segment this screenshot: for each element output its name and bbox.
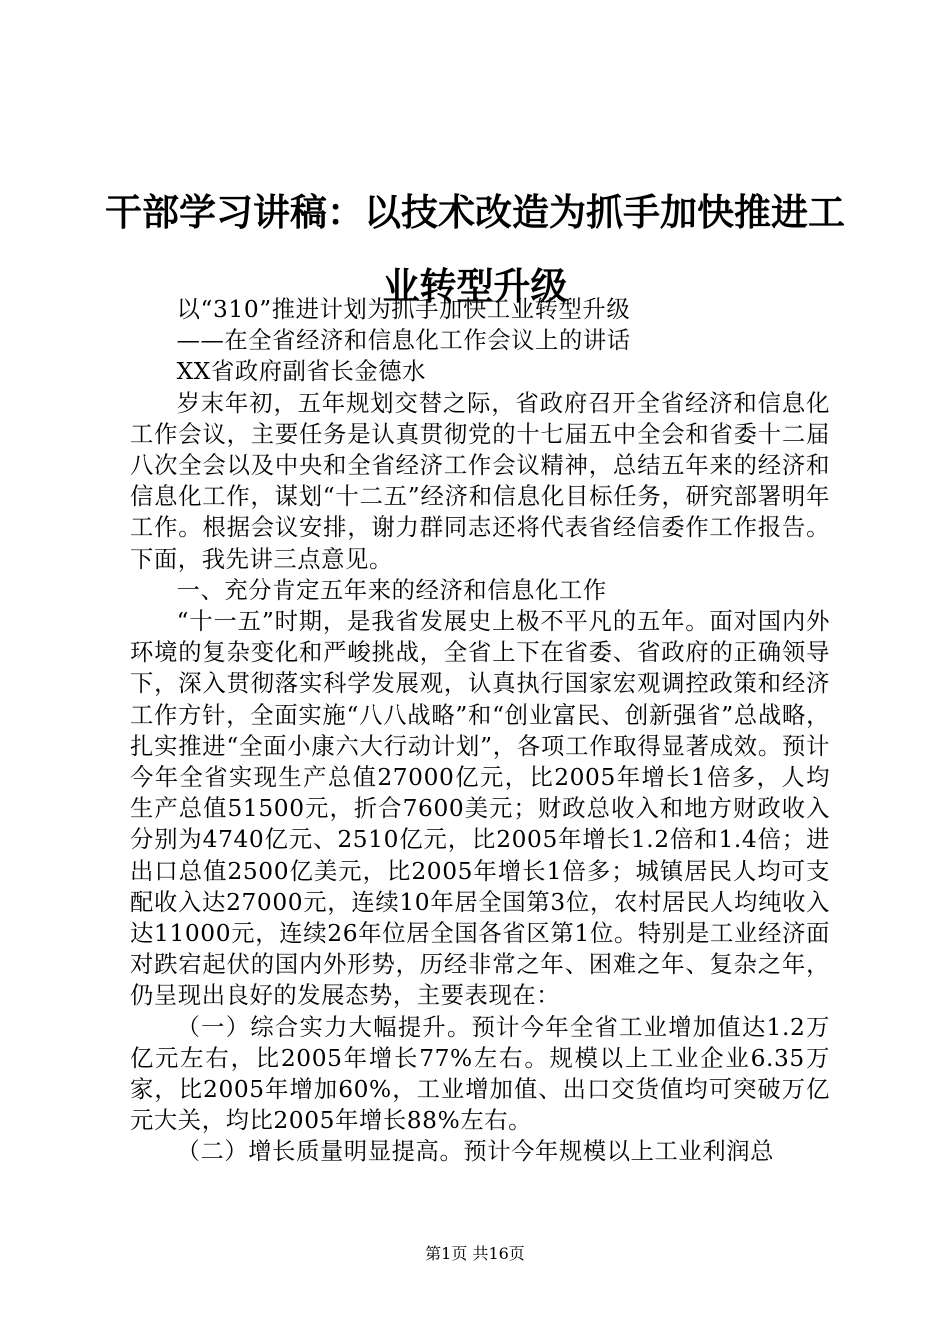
body-paragraph: （一）综合实力大幅提升。预计今年全省工业增加值达1.2万亿元左右，比2005年增长77%左右。规模以上工业企业6.35万家，比2005年增加60%，工业增加值、出口交货值均可突破万亿元大关，均比2005年增长88%左右。: [130, 1013, 830, 1135]
document-body: [130, 294, 830, 1168]
page-footer: 第1页 共16页: [425, 1244, 525, 1263]
body-paragraph: （二）增长质量明显提高。预计今年规模以上工业利润总: [176, 1138, 775, 1166]
speaker-line: XX省政府副省长金德水: [176, 358, 427, 386]
body-paragraph: “十一五”时期，是我省发展史上极不平凡的五年。面对国内外环境的复杂变化和严峻挑战，全省上下在省委、省政府的正确领导下，深入贯彻落实科学发展观，认真执行国家宏观调控政策和经济工作方针，全面实施“八八战略”和“创业富民、创新强省”总战略，扎实推进“全面小康六大行动计划”，各项工作取得显著成效。预计今年全省实现生产总值27000亿元，比2005年增长1倍多，人均生产总值51500元，折合7600美元；财政总收入和地方财政收入分别为4740亿元、2510亿元，比2005年增长1.2倍和1.4倍；进出口总值2500亿美元，比2005年增长1倍多；城镇居民人均可支配收入达27000元，连续10年居全国第3位，农村居民人均纯收入达11000元，连续26年位居全国各省区第1位。特别是工业经济面对跌宕起伏的国内外形势，历经非常之年、困难之年、复杂之年，仍呈现出良好的发展态势，主要表现在：: [130, 608, 830, 1010]
body-paragraph: 岁末年初，五年规划交替之际，省政府召开全省经济和信息化工作会议，主要任务是认真贯彻党的十七届五中全会和省委十二届八次全会以及中央和全省经济工作会议精神，总结五年来的经济和信息化工作，谋划“十二五”经济和信息化目标任务，研究部署明年工作。根据会议安排，谢力群同志还将代表省经信委作工作报告。下面，我先讲三点意见。: [130, 389, 830, 573]
subtitle-line: 以“310”推进计划为抓手加快工业转型升级: [176, 296, 631, 323]
document-title: 干部学习讲稿：以技术改造为抓手加快推进工业转型升级: [105, 191, 845, 308]
section-heading: 一、充分肯定五年来的经济和信息化工作: [176, 576, 607, 604]
speech-occasion-line: ——在全省经济和信息化工作会议上的讲话: [176, 327, 631, 355]
